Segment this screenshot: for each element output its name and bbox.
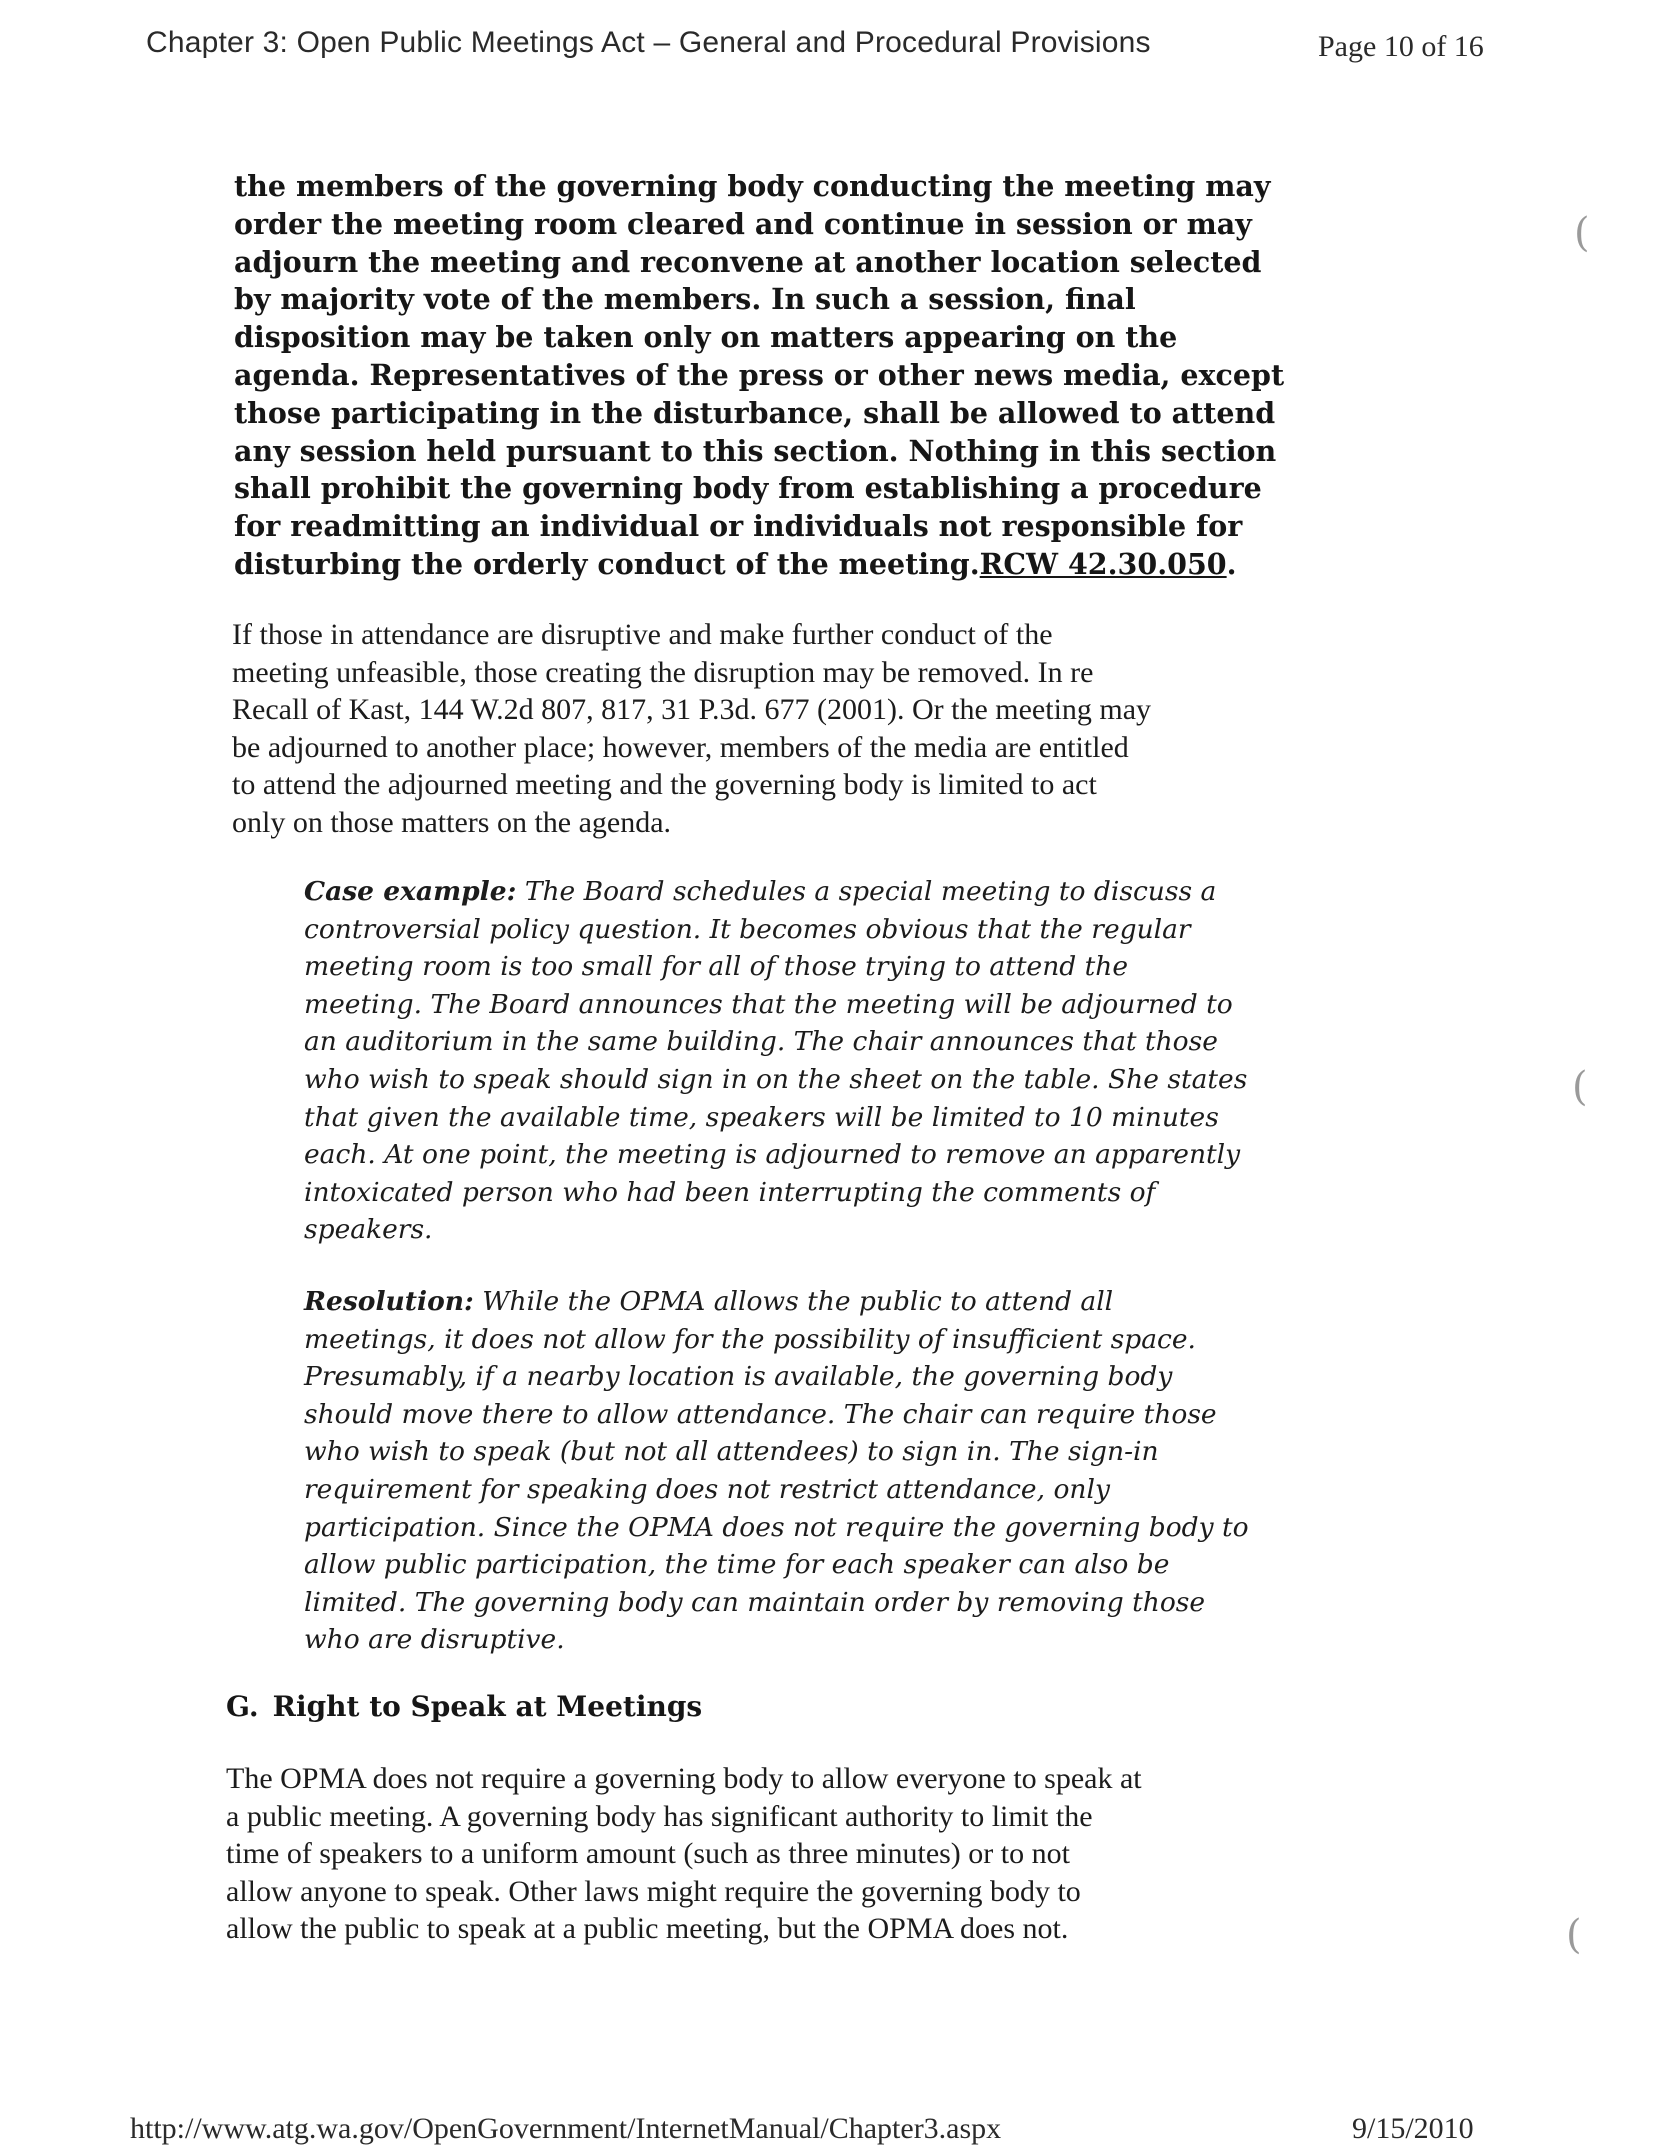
paragraph-line: Recall of Kast, 144 W.2d 807, 817, 31 P.3d. 677 (2001). Or the meeting may	[232, 693, 1152, 726]
margin-mark: (	[1566, 1912, 1582, 1958]
resolution-line: allow public participation, the time for each speaker can also be	[304, 1549, 1170, 1581]
resolution-label: Resolution:	[304, 1286, 474, 1317]
resolution-line: limited. The governing body can maintain order by removing those	[304, 1586, 1206, 1618]
rcw-citation-link[interactable]: RCW 42.30.050	[979, 546, 1227, 581]
case-line: each. At one point, the meeting is adjourned to remove an apparently	[304, 1139, 1241, 1171]
case-line: meeting. The Board announces that the meeting will be adjourned to	[304, 988, 1233, 1020]
margin-mark: (	[1572, 1064, 1588, 1110]
paragraph-line: a public meeting. A governing body has significant authority to limit the	[226, 1799, 1093, 1833]
paragraph-line: allow the public to speak at a public meeting, but the OPMA does not.	[226, 1912, 1069, 1945]
section-title: Right to Speak at Meetings	[272, 1690, 703, 1723]
header-chapter-title: Chapter 3: Open Public Meetings Act – General and Procedural Provisions	[146, 26, 1151, 59]
paragraph-line: to attend the adjourned meeting and the governing body is limited to act	[232, 768, 1097, 801]
body-paragraph-disruption	[232, 616, 1151, 841]
paragraph-line: be adjourned to another place; however, members of the media are entitled	[232, 730, 1129, 764]
quote-end-punct: .	[1226, 546, 1237, 581]
case-example-block	[304, 873, 1247, 1249]
quote-line: agenda. Representatives of the press or other news media, except	[234, 357, 1285, 392]
paragraph-line: allow anyone to speak. Other laws might require the governing body to	[226, 1874, 1081, 1908]
quote-line: by majority vote of the members. In such a session, final	[234, 282, 1136, 317]
quote-line-last	[234, 546, 1284, 584]
resolution-line: meetings, it does not allow for the possibility of insufficient space.	[304, 1323, 1196, 1355]
resolution-line: Presumably, if a nearby location is available, the governing body	[304, 1361, 1173, 1393]
case-line: that given the available time, speakers will be limited to 10 minutes	[304, 1101, 1219, 1133]
quote-line: those participating in the disturbance, shall be allowed to attend	[234, 395, 1276, 430]
paragraph-line: The OPMA does not require a governing body to allow everyone to speak at	[226, 1762, 1142, 1795]
resolution-line: requirement for speaking does not restrict attendance, only	[304, 1473, 1110, 1505]
quote-line: disposition may be taken only on matters appearing on the	[234, 320, 1178, 355]
section-number: G.	[226, 1690, 259, 1723]
resolution-line: who are disruptive.	[304, 1624, 565, 1656]
case-example-label: Case example:	[304, 876, 517, 907]
resolution-text: While the OPMA allows the public to attend all	[473, 1286, 1114, 1317]
case-example-text: The Board schedules a special meeting to discuss a	[516, 876, 1217, 907]
case-line: controversial policy question. It becomes obvious that the regular	[304, 913, 1191, 945]
case-example-first-line	[304, 873, 1247, 911]
statute-quote	[234, 168, 1284, 584]
resolution-first-line	[304, 1283, 1249, 1321]
paragraph-line: If those in attendance are disruptive and make further conduct of the	[232, 618, 1053, 651]
case-line: meeting room is too small for all of those trying to attend the	[304, 951, 1129, 983]
resolution-line: who wish to speak (but not all attendees) to sign in. The sign-in	[304, 1436, 1159, 1468]
case-line: an auditorium in the same building. The chair announces that those	[304, 1026, 1218, 1058]
section-heading	[226, 1690, 702, 1723]
margin-mark: (	[1574, 210, 1590, 256]
quote-line: any session held pursuant to this section. Nothing in this section	[234, 433, 1277, 468]
resolution-block	[304, 1283, 1249, 1659]
quote-line: shall prohibit the governing body from establishing a procedure	[234, 471, 1262, 506]
quote-last-text: disturbing the orderly conduct of the meeting.	[234, 546, 980, 581]
quote-line: adjourn the meeting and reconvene at another location selected	[234, 244, 1262, 279]
case-line: speakers.	[304, 1214, 433, 1246]
quote-line: the members of the governing body conducting the meeting may	[234, 169, 1271, 203]
paragraph-line: only on those matters on the agenda.	[232, 805, 672, 839]
body-paragraph-right-to-speak	[226, 1760, 1142, 1948]
resolution-line: participation. Since the OPMA does not require the governing body to	[304, 1511, 1249, 1543]
header-page-number: Page 10 of 16	[1318, 30, 1484, 63]
case-line: intoxicated person who had been interrupting the comments of	[304, 1176, 1156, 1208]
case-line: who wish to speak should sign in on the sheet on the table. She states	[304, 1063, 1248, 1095]
footer-url: http://www.atg.wa.gov/OpenGovernment/InternetManual/Chapter3.aspx	[130, 2112, 1002, 2145]
quote-line: for readmitting an individual or individuals not responsible for	[234, 509, 1243, 544]
footer-date: 9/15/2010	[1352, 2112, 1474, 2145]
paragraph-line: time of speakers to a uniform amount (such as three minutes) or to not	[226, 1837, 1070, 1870]
resolution-line: should move there to allow attendance. The chair can require those	[304, 1398, 1217, 1430]
paragraph-line: meeting unfeasible, those creating the disruption may be removed. In re	[232, 655, 1094, 689]
quote-line: order the meeting room cleared and continue in session or may	[234, 206, 1252, 241]
